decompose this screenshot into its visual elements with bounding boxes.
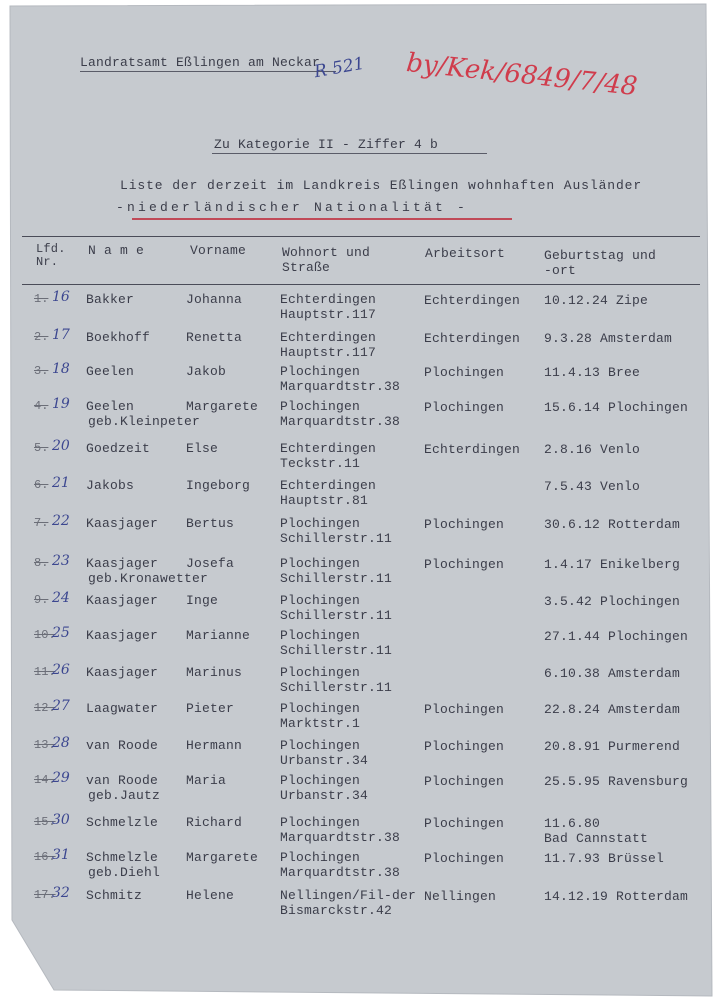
col-header-arbeitsort: Arbeitsort	[425, 246, 506, 261]
row-geburt: 11.4.13 Bree	[544, 365, 641, 380]
row-name: Kaasjager	[86, 516, 159, 531]
row-vorname: Margarete	[186, 850, 259, 865]
row-name: Bakker	[86, 292, 135, 307]
row-old-number: 13.	[34, 738, 56, 752]
row-wohnort: Plochingen	[280, 665, 361, 680]
row-old-number: 4.	[34, 399, 49, 413]
row-old-number: 11.	[34, 665, 56, 679]
row-geburt: 7.5.43 Venlo	[544, 479, 641, 494]
row-strasse: Marquardtstr.38	[280, 865, 401, 880]
row-old-number: 14.	[34, 773, 56, 787]
row-strasse: Marktstr.1	[280, 716, 361, 731]
row-new-number: 17	[52, 327, 70, 343]
row-old-number: 2.	[34, 330, 49, 344]
row-wohnort: Echterdingen	[280, 292, 377, 307]
row-arbeitsort: Echterdingen	[424, 331, 521, 346]
row-new-number: 31	[52, 847, 70, 863]
row-geburt: 14.12.19 Rotterdam	[544, 889, 689, 904]
row-arbeitsort: Plochingen	[424, 557, 505, 572]
row-arbeitsort: Plochingen	[424, 739, 505, 754]
row-old-number: 12.	[34, 701, 56, 715]
row-strasse: Schillerstr.11	[280, 608, 393, 623]
row-wohnort: Nellingen/Fil-der	[280, 888, 417, 903]
row-vorname: Renetta	[186, 330, 243, 345]
row-arbeitsort: Nellingen	[424, 889, 497, 904]
row-geburt: 10.12.24 Zipe	[544, 293, 649, 308]
row-geburt: 22.8.24 Amsterdam	[544, 702, 681, 717]
row-wohnort: Plochingen	[280, 738, 361, 753]
file-mark: R 521	[312, 53, 367, 83]
col-header-name: N a m e	[88, 243, 145, 258]
row-vorname: Marinus	[186, 665, 243, 680]
row-name: Jakobs	[86, 478, 135, 493]
row-new-number: 23	[52, 553, 70, 569]
col-header-vorname: Vorname	[190, 243, 247, 258]
row-wohnort: Plochingen	[280, 701, 361, 716]
row-old-number: 1.	[34, 292, 49, 306]
row-new-number: 27	[52, 698, 70, 714]
row-new-number: 30	[52, 812, 70, 828]
row-name-birth: geb.Kronawetter	[88, 571, 209, 586]
row-new-number: 22	[52, 513, 70, 529]
row-vorname: Josefa	[186, 556, 235, 571]
row-old-number: 9.	[34, 593, 49, 607]
row-strasse: Marquardtstr.38	[280, 414, 401, 429]
row-strasse: Hauptstr.117	[280, 345, 377, 360]
row-name: Geelen	[86, 364, 135, 379]
row-old-number: 8.	[34, 556, 49, 570]
row-new-number: 26	[52, 662, 70, 678]
row-geburt: 1.4.17 Enikelberg	[544, 557, 681, 572]
office-underline	[80, 71, 336, 72]
row-old-number: 5.	[34, 441, 49, 455]
row-arbeitsort: Plochingen	[424, 702, 505, 717]
row-geburt: 2.8.16 Venlo	[544, 442, 641, 457]
row-new-number: 32	[52, 885, 70, 901]
row-geburt: 25.5.95 Ravensburg	[544, 774, 689, 789]
row-vorname: Hermann	[186, 738, 243, 753]
row-name-birth: geb.Kleinpeter	[88, 414, 201, 429]
row-vorname: Else	[186, 441, 219, 456]
row-strasse: Hauptstr.117	[280, 307, 377, 322]
row-vorname: Johanna	[186, 292, 243, 307]
row-arbeitsort: Echterdingen	[424, 293, 521, 308]
row-wohnort: Plochingen	[280, 628, 361, 643]
red-file-annotation: by/Kek/6849/7/48	[404, 48, 639, 103]
row-strasse: Teckstr.11	[280, 456, 361, 471]
col-header-wohnort: Wohnort und Straße	[282, 245, 371, 275]
list-title: Liste der derzeit im Landkreis Eßlingen wohnhaften Ausländer	[120, 178, 643, 193]
row-wohnort: Echterdingen	[280, 478, 377, 493]
row-strasse: Urbanstr.34	[280, 788, 369, 803]
row-geburt: 20.8.91 Purmerend	[544, 739, 681, 754]
row-new-number: 29	[52, 770, 70, 786]
row-new-number: 19	[52, 396, 70, 412]
row-name: Kaasjager	[86, 556, 159, 571]
row-wohnort: Plochingen	[280, 773, 361, 788]
row-name: van Roode	[86, 773, 159, 788]
row-old-number: 6.	[34, 478, 49, 492]
row-strasse: Schillerstr.11	[280, 571, 393, 586]
nationality-line: -niederländischer Nationalität -	[116, 200, 469, 215]
row-arbeitsort: Plochingen	[424, 365, 505, 380]
row-arbeitsort: Echterdingen	[424, 442, 521, 457]
row-strasse: Bismarckstr.42	[280, 903, 393, 918]
row-name: Schmitz	[86, 888, 143, 903]
row-old-number: 7.	[34, 516, 49, 530]
row-arbeitsort: Plochingen	[424, 400, 505, 415]
row-name: Kaasjager	[86, 593, 159, 608]
row-name: Schmelzle	[86, 850, 159, 865]
row-new-number: 18	[52, 361, 70, 377]
row-strasse: Marquardtstr.38	[280, 830, 401, 845]
row-geburt: 30.6.12 Rotterdam	[544, 517, 681, 532]
row-name-birth: geb.Jautz	[88, 788, 161, 803]
row-strasse: Marquardtstr.38	[280, 379, 401, 394]
row-vorname: Inge	[186, 593, 219, 608]
row-old-number: 16.	[34, 850, 56, 864]
row-new-number: 20	[52, 438, 70, 454]
row-wohnort: Plochingen	[280, 516, 361, 531]
category-line: Zu Kategorie II - Ziffer 4 b	[214, 137, 439, 152]
row-geburt: 27.1.44 Plochingen	[544, 629, 689, 644]
table-header-rule	[22, 284, 700, 285]
row-name: Laagwater	[86, 701, 159, 716]
row-name-birth: geb.Diehl	[88, 865, 161, 880]
row-wohnort: Plochingen	[280, 593, 361, 608]
row-name: van Roode	[86, 738, 159, 753]
row-arbeitsort: Plochingen	[424, 851, 505, 866]
row-arbeitsort: Plochingen	[424, 774, 505, 789]
row-wohnort: Plochingen	[280, 364, 361, 379]
nationality-underline	[132, 218, 512, 220]
row-strasse: Schillerstr.11	[280, 531, 393, 546]
row-vorname: Helene	[186, 888, 235, 903]
row-geburt: 11.6.80	[544, 816, 601, 831]
row-geburt: 3.5.42 Plochingen	[544, 594, 681, 609]
row-old-number: 15.	[34, 815, 56, 829]
row-new-number: 28	[52, 735, 70, 751]
col-header-geburt: Geburtstag und -ort	[544, 248, 657, 278]
row-new-number: 16	[52, 289, 70, 305]
row-strasse: Hauptstr.81	[280, 493, 369, 508]
row-wohnort: Plochingen	[280, 815, 361, 830]
row-name: Schmelzle	[86, 815, 159, 830]
row-strasse: Urbanstr.34	[280, 753, 369, 768]
row-geburt: 15.6.14 Plochingen	[544, 400, 689, 415]
row-vorname: Pieter	[186, 701, 235, 716]
row-name: Kaasjager	[86, 665, 159, 680]
row-geburt: 6.10.38 Amsterdam	[544, 666, 681, 681]
category-underline	[212, 153, 487, 154]
row-strasse: Schillerstr.11	[280, 680, 393, 695]
row-vorname: Marianne	[186, 628, 251, 643]
row-new-number: 24	[52, 590, 70, 606]
row-arbeitsort: Plochingen	[424, 816, 505, 831]
row-vorname: Bertus	[186, 516, 235, 531]
row-old-number: 17.	[34, 888, 56, 902]
row-vorname: Richard	[186, 815, 243, 830]
row-wohnort: Echterdingen	[280, 330, 377, 345]
row-old-number: 10.	[34, 628, 56, 642]
row-vorname: Maria	[186, 773, 227, 788]
row-new-number: 21	[52, 475, 70, 491]
row-geburt: 11.7.93 Brüssel	[544, 851, 665, 866]
row-wohnort: Plochingen	[280, 556, 361, 571]
row-geburt-ort: Bad Cannstatt	[544, 831, 649, 846]
row-name: Kaasjager	[86, 628, 159, 643]
row-wohnort: Plochingen	[280, 399, 361, 414]
row-geburt: 9.3.28 Amsterdam	[544, 331, 673, 346]
row-name: Geelen	[86, 399, 135, 414]
row-old-number: 3.	[34, 364, 49, 378]
row-vorname: Margarete	[186, 399, 259, 414]
row-name: Boekhoff	[86, 330, 151, 345]
row-vorname: Jakob	[186, 364, 227, 379]
row-strasse: Schillerstr.11	[280, 643, 393, 658]
row-vorname: Ingeborg	[186, 478, 251, 493]
row-wohnort: Plochingen	[280, 850, 361, 865]
row-name: Goedzeit	[86, 441, 151, 456]
table-top-rule	[22, 236, 700, 237]
row-new-number: 25	[52, 625, 70, 641]
col-header-nr: Lfd. Nr.	[36, 242, 66, 269]
row-arbeitsort: Plochingen	[424, 517, 505, 532]
row-wohnort: Echterdingen	[280, 441, 377, 456]
office-name: Landratsamt Eßlingen am Neckar	[80, 55, 321, 70]
